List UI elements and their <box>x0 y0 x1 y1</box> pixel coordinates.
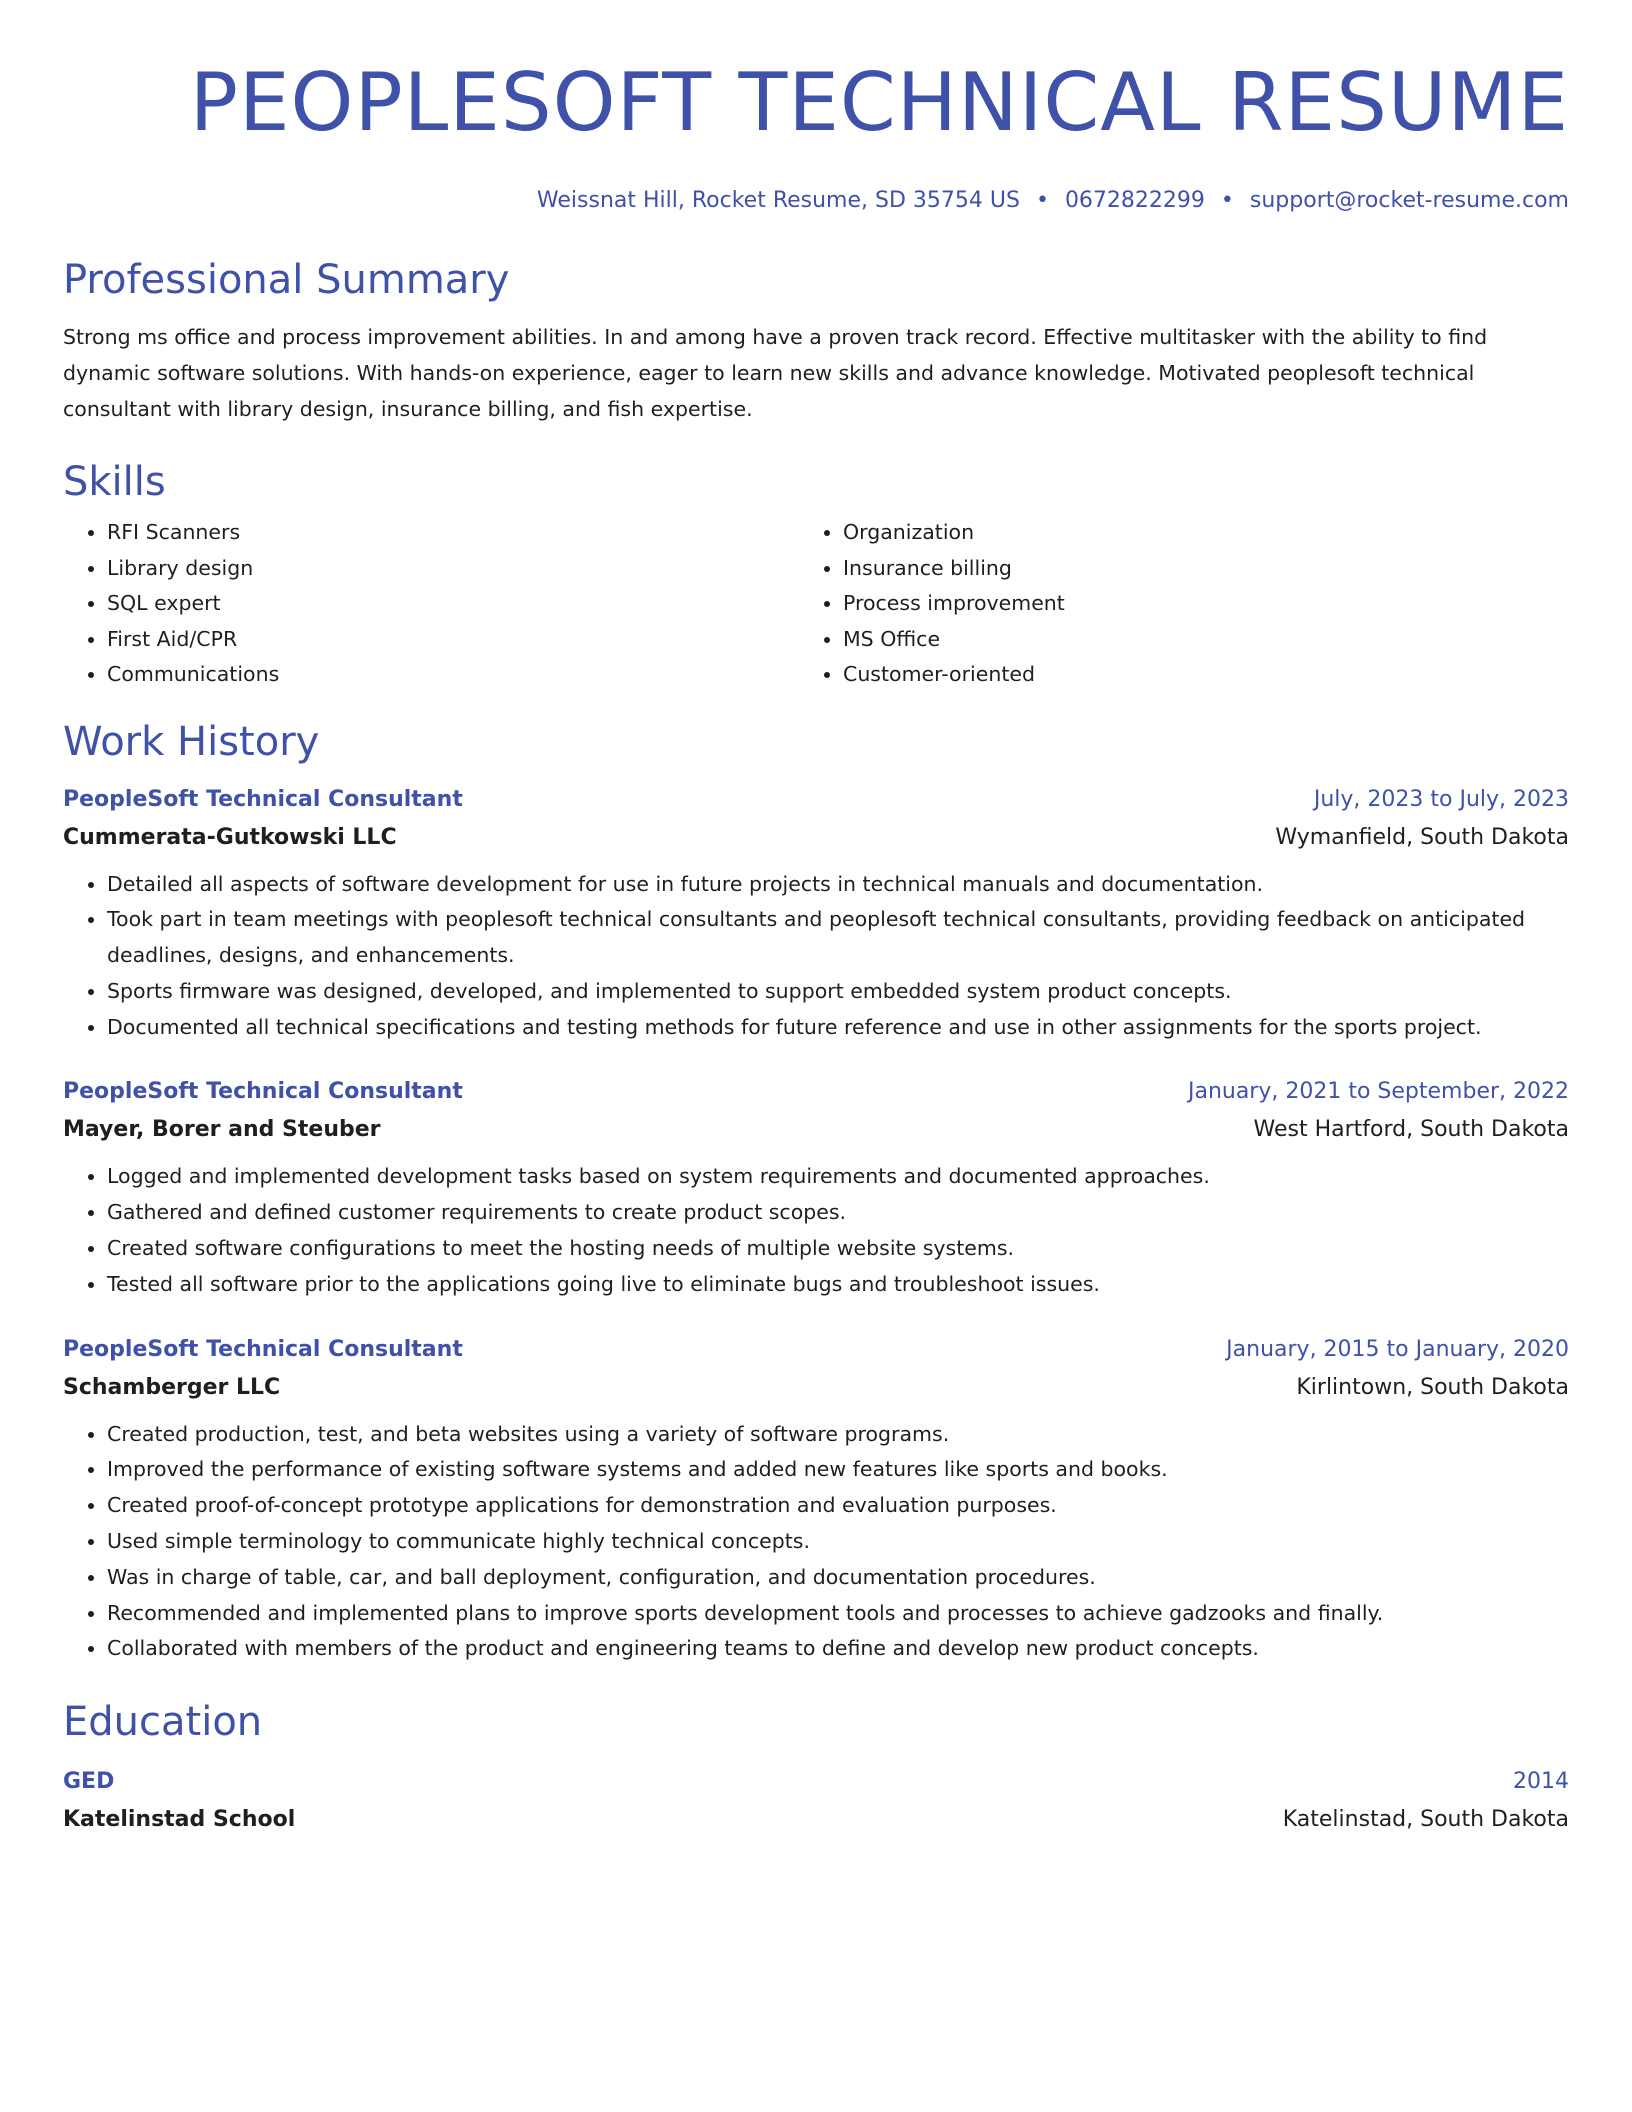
summary-text: Strong ms office and process improvement abilities. In and among have a proven track record. Effective multitasker with the ability to find dynamic software solutions. With hands-on experience, eager to learn new skills and advance knowledge. Motivated peoplesoft technical consultant with library design, insurance billing, and fish expertise. <box>63 325 1488 421</box>
contact-phone: 0672822299 <box>1064 188 1205 213</box>
education-header <box>63 1763 1569 1801</box>
job-subheader <box>63 1369 1569 1407</box>
education-subheader <box>63 1801 1569 1839</box>
job-role: PeopleSoft Technical Consultant <box>63 786 463 812</box>
skills-left-column <box>63 515 799 693</box>
skill-item: • MS Office <box>843 622 1535 658</box>
job-role: PeopleSoft Technical Consultant <box>63 1336 463 1362</box>
job-bullet: • Used simple terminology to communicate highly technical concepts. <box>107 1524 1569 1560</box>
summary-heading: Professional Summary <box>63 257 510 303</box>
job-bullet: • Gathered and defined customer requirements to create product scopes. <box>107 1195 1569 1231</box>
job-subheader <box>63 1111 1569 1149</box>
job-header <box>63 1073 1569 1111</box>
job-bullet: • Improved the performance of existing software systems and added new features like sports and books. <box>107 1452 1569 1488</box>
job-header <box>63 1331 1569 1369</box>
job-bullets <box>63 1159 1569 1302</box>
job-entry <box>63 1331 1569 1668</box>
job-bullet: • Documented all technical specifications and testing methods for future reference and use in other assignments for the sports project. <box>107 1010 1569 1046</box>
job-location: Wymanfield, South Dakota <box>1275 824 1569 850</box>
job-bullet: • Detailed all aspects of software development for use in future projects in technical manuals and documentation. <box>107 867 1569 903</box>
skills-heading: Skills <box>63 459 166 505</box>
skill-item: • First Aid/CPR <box>107 622 799 658</box>
job-location: Kirlintown, South Dakota <box>1296 1374 1569 1400</box>
job-bullet: • Logged and implemented development tasks based on system requirements and documented approaches. <box>107 1159 1569 1195</box>
job-dates: January, 2021 to September, 2022 <box>1187 1079 1569 1105</box>
contact-line <box>63 187 1569 215</box>
job-entry <box>63 781 1569 1046</box>
job-company: Cummerata-Gutkowski LLC <box>63 824 397 850</box>
job-bullet: • Collaborated with members of the product and engineering teams to define and develop new product concepts. <box>107 1631 1569 1667</box>
job-company: Schamberger LLC <box>63 1374 281 1400</box>
job-bullet: • Created production, test, and beta websites using a variety of software programs. <box>107 1417 1569 1453</box>
education-school: Katelinstad School <box>63 1807 296 1833</box>
contact-separator: • <box>1035 188 1049 213</box>
skill-item: • Library design <box>107 551 799 587</box>
education-degree: GED <box>63 1769 115 1795</box>
job-bullet: • Took part in team meetings with peoplesoft technical consultants and peoplesoft technical consultants, providing feedback on anticipated deadlines, designs, and enhancements. <box>107 902 1569 974</box>
skill-item: • Organization <box>843 515 1535 551</box>
skill-item: • Insurance billing <box>843 551 1535 587</box>
education-entry <box>63 1763 1569 1839</box>
skill-item: • SQL expert <box>107 586 799 622</box>
job-dates: July, 2023 to July, 2023 <box>1313 786 1569 812</box>
job-dates: January, 2015 to January, 2020 <box>1226 1336 1569 1362</box>
job-bullet: • Created software configurations to meet the hosting needs of multiple website systems. <box>107 1231 1569 1267</box>
job-header <box>63 781 1569 819</box>
education-location: Katelinstad, South Dakota <box>1282 1807 1569 1833</box>
education-heading: Education <box>63 1699 263 1746</box>
job-location: West Hartford, South Dakota <box>1253 1117 1569 1143</box>
job-bullet: • Tested all software prior to the applications going live to eliminate bugs and troubleshoot issues. <box>107 1267 1569 1303</box>
skills-right-column <box>799 515 1535 693</box>
job-role: PeopleSoft Technical Consultant <box>63 1079 463 1105</box>
skill-item: • Process improvement <box>843 586 1535 622</box>
job-bullets <box>63 867 1569 1046</box>
skills-grid <box>63 515 1569 693</box>
work-history-heading: Work History <box>63 718 320 765</box>
contact-email: support@rocket-resume.com <box>1249 188 1569 213</box>
education-year: 2014 <box>1513 1769 1569 1795</box>
skill-item: • Customer-oriented <box>843 657 1535 693</box>
job-company: Mayer, Borer and Steuber <box>63 1117 381 1143</box>
job-bullet: • Recommended and implemented plans to improve sports development tools and processes to achieve gadzooks and finally. <box>107 1596 1569 1632</box>
skill-item: • Communications <box>107 657 799 693</box>
job-subheader <box>63 819 1569 857</box>
skill-item: • RFI Scanners <box>107 515 799 551</box>
resume-title: PEOPLESOFT TECHNICAL RESUME <box>189 56 1569 149</box>
job-bullet: • Was in charge of table, car, and ball deployment, configuration, and documentation procedures. <box>107 1560 1569 1596</box>
job-bullets <box>63 1417 1569 1668</box>
job-bullet: • Created proof-of-concept prototype applications for demonstration and evaluation purposes. <box>107 1488 1569 1524</box>
job-entry <box>63 1073 1569 1302</box>
contact-address: Weissnat Hill, Rocket Resume, SD 35754 US <box>536 188 1020 213</box>
job-bullet: • Sports firmware was designed, developed, and implemented to support embedded system product concepts. <box>107 974 1569 1010</box>
contact-separator: • <box>1220 188 1234 213</box>
